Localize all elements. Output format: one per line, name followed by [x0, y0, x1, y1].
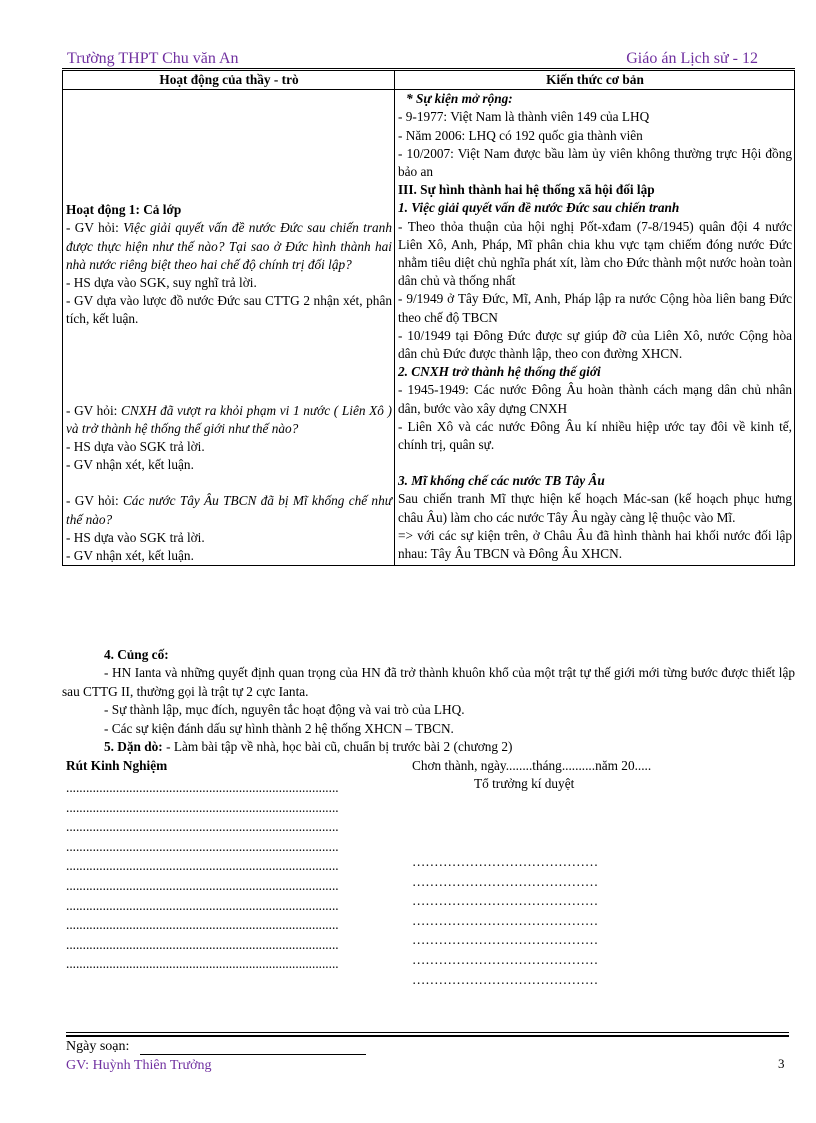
subsection-3-title: 3. Mĩ khống chế các nước TB Tây Âu — [398, 473, 605, 489]
activity-1-question: - GV hỏi: Việc giải quyết vấn đề nước Đức sau chiến tranh được thực hiện như thế nào? Tại sao ở Đức hình thành hai nhà nước riêng biệt theo hai chế độ chính trị đối lập? — [66, 220, 392, 272]
col2-header: Kiến thức cơ bản — [395, 71, 795, 90]
dotted-line: …………………………………… — [412, 873, 599, 889]
footer-divider — [66, 1035, 789, 1037]
dotted-line: .................................................................................. — [66, 780, 339, 795]
review-section — [62, 646, 795, 756]
dotted-line: .................................................................................. — [66, 917, 339, 933]
review-item: - Sự thành lập, mục đích, nguyên tắc hoạt động và vai trò của LHQ. — [104, 702, 465, 718]
review-title: 4. Củng cố: — [104, 647, 169, 662]
dotted-line: .................................................................................. — [66, 858, 339, 874]
dotted-line: .................................................................................. — [66, 799, 339, 815]
extension-title: * Sự kiện mở rộng: — [406, 91, 513, 107]
subsection-1-paragraph: - 10/1949 tại Đông Đức được sự giúp đỡ của Liên Xô, nước Cộng hòa dân chủ Đức được thành lập, theo con đường XHCN. — [398, 327, 792, 362]
subsection-3-paragraph: Sau chiến tranh Mĩ thực hiện kế hoạch Mác-san (kế hoạch phục hưng châu Âu) làm cho các nước Tây Âu ngày càng lệ thuộc vào Mĩ. — [398, 491, 792, 525]
activities-cell — [63, 90, 395, 566]
dotted-line: .................................................................................. — [66, 877, 339, 893]
activity-1-hs: - HS dựa vào SGK, suy nghĩ trả lời. — [66, 275, 257, 291]
prep-date-underline — [140, 1054, 366, 1055]
extension-item: - Năm 2006: LHQ có 192 quốc gia thành viên — [398, 127, 643, 143]
approver-title: Tổ trưởng kí duyệt — [474, 776, 575, 791]
subsection-1-paragraph: - Theo thỏa thuận của hội nghị Pốt-xđam (7-8/1945) quân đội 4 nước Liên Xô, Anh, Pháp, Mĩ phân chia khu vực tạm chiếm đóng nước Đức nhằm tiêu diệt chủ nghĩa phát xít, làm cho Đức thành một nước hoàn toàn dân chủ và thống nhất — [398, 218, 792, 289]
activity-3-gv: - GV nhận xét, kết luận. — [66, 548, 194, 564]
dotted-line: .................................................................................. — [66, 838, 339, 854]
activity-2-hs: - HS dựa vào SGK trả lời. — [66, 439, 205, 455]
activity-1-gv: - GV dựa vào lược đồ nước Đức sau CTTG 2 nhận xét, phân tích, kết luận. — [66, 293, 392, 327]
dotted-line: …………………………………… — [412, 854, 599, 869]
col1-header: Hoạt động của thầy - trò — [63, 71, 395, 90]
dotted-line: .................................................................................. — [66, 936, 339, 952]
footer-divider — [66, 1032, 789, 1033]
subsection-1-title: 1. Việc giải quyết vấn đề nước Đức sau chiến tranh — [398, 200, 680, 216]
experience-lines — [66, 778, 346, 974]
dotted-line: …………………………………… — [412, 951, 599, 967]
subsection-2-paragraph: - Liên Xô và các nước Đông Âu kí nhiều hiệp ước tay đôi về kinh tế, chính trị, quân sự. — [398, 418, 792, 453]
lesson-table — [62, 70, 795, 566]
subsection-2-title: 2. CNXH trở thành hệ thống thế giới — [398, 364, 601, 380]
subject-title: Giáo án Lịch sử - 12 — [626, 50, 758, 67]
subsection-3-paragraph: => với các sự kiện trên, ở Châu Âu đã hình thành hai khối nước đối lập nhau: Tây Âu TBCN và Đông Âu XHCN. — [398, 527, 792, 562]
homework: 5. Dặn dò: - Làm bài tập về nhà, học bài cũ, chuẩn bị trước bài 2 (chương 2) — [104, 739, 513, 755]
dotted-line: …………………………………… — [412, 932, 599, 948]
dotted-line: .................................................................................. — [66, 956, 339, 972]
dotted-line: .................................................................................. — [66, 819, 339, 835]
page-header — [67, 50, 758, 68]
subsection-2-paragraph: - 1945-1949: Các nước Đông Âu hoàn thành cách mạng dân chủ nhân dân, bước vào xây dựng CNXH — [398, 382, 792, 416]
subsection-1-paragraph: - 9/1949 ở Tây Đức, Mĩ, Anh, Pháp lập ra nước Cộng hòa liên bang Đức theo chế độ TBCN — [398, 291, 792, 325]
school-name: Trường THPT Chu văn An — [67, 50, 239, 67]
sign-date-line: Chơn thành, ngày........tháng..........năm 20..... — [412, 758, 652, 773]
activity-3-question: - GV hỏi: Các nước Tây Âu TBCN đã bị Mĩ khống chế như thế nào? — [66, 493, 392, 527]
activity-1-title: Hoạt động 1: Cả lớp — [66, 202, 182, 218]
teacher-name: GV: Huỳnh Thiên Trưởng — [66, 1058, 212, 1073]
extension-item: - 9-1977: Việt Nam là thành viên 149 của LHQ — [398, 109, 650, 125]
page-number: 3 — [778, 1056, 785, 1071]
activity-2-question: - GV hỏi: CNXH đã vượt ra khỏi phạm vi 1 nước ( Liên Xô ) và trở thành hệ thống thế giới như thế nào? — [66, 402, 392, 436]
header-divider — [62, 68, 795, 69]
knowledge-cell — [395, 90, 795, 566]
extension-item: - 10/2007: Việt Nam được bầu làm ủy viên không thường trực Hội đồng bảo an — [398, 145, 792, 180]
approval-lines — [412, 852, 652, 989]
dotted-line: …………………………………… — [412, 912, 599, 928]
dotted-line: .................................................................................. — [66, 897, 339, 913]
dotted-line: …………………………………… — [412, 893, 599, 909]
activity-3-hs: - HS dựa vào SGK trả lời. — [66, 529, 205, 545]
section-3-title: III. Sự hình thành hai hệ thống xã hội đối lập — [398, 182, 655, 198]
review-item: - HN Ianta và những quyết định quan trọng của HN đã trở thành khuôn khổ của một trật tự thế giới mới từng bước được thiết lập sau CTTG II, thường gọi là trật tự 2 cực Ianta. — [62, 665, 795, 699]
experience-title: Rút Kinh Nghiệm — [66, 758, 168, 773]
prep-date-label: Ngày soạn: — [66, 1039, 130, 1054]
dotted-line: …………………………………… — [412, 971, 599, 987]
review-item: - Các sự kiện đánh dấu sự hình thành 2 hệ thống XHCN – TBCN. — [104, 720, 454, 736]
activity-2-gv: - GV nhận xét, kết luận. — [66, 457, 194, 473]
